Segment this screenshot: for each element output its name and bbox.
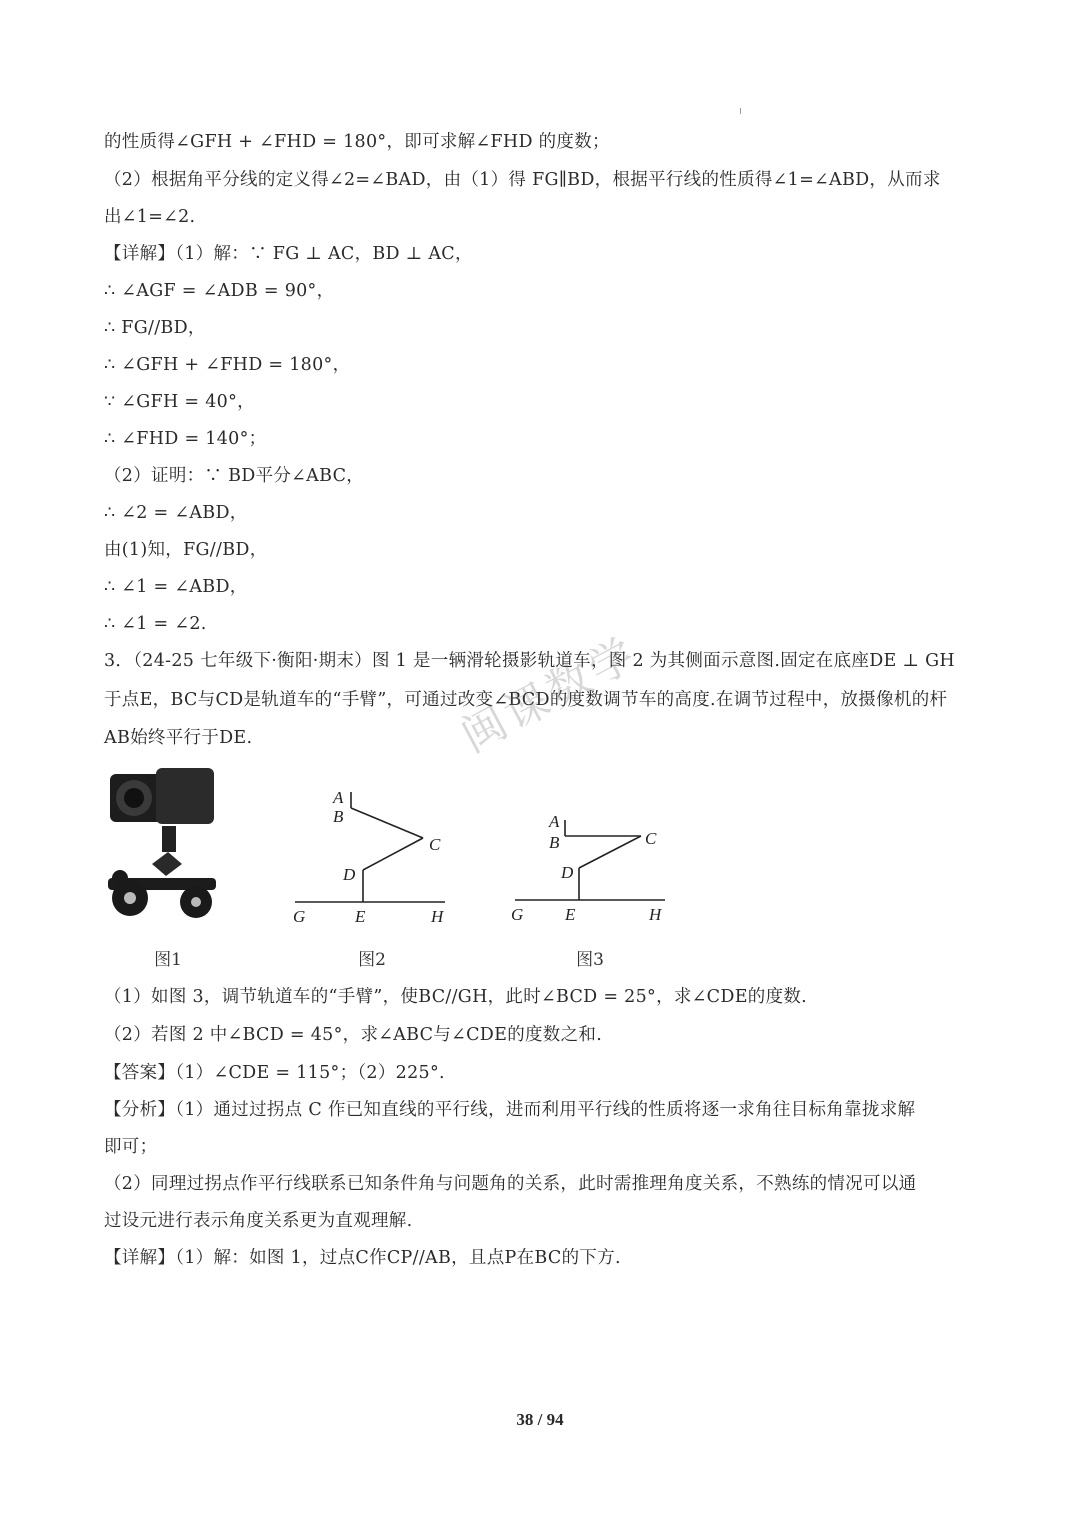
analysis-line: 【分析】（1）通过过拐点 C 作已知直线的平行线，进而利用平行线的性质将逐一求角往目标角靠拢求解 [104, 1100, 916, 1120]
label-e: E [565, 905, 576, 924]
text-line: （2）证明：∵ BD平分∠ABC， [104, 466, 365, 486]
label-e: E [355, 907, 366, 926]
text-line: 于点E，BC与CD是轨道车的“手臂”，可通过改变∠BCD的度数调节车的高度.在调节过程中，放摄像机的杆 [104, 690, 948, 710]
text-line: （2）同理过拐点作平行线联系已知条件角与问题角的关系，此时需推理角度关系，不熟练的情况可以通 [104, 1174, 917, 1194]
label-a: A [333, 788, 344, 807]
text-line: ∴ ∠2 = ∠ABD， [104, 503, 248, 523]
figure-1-camera-dolly [100, 760, 230, 930]
text-line: （1）如图 3，调节轨道车的“手臂”，使BC//GH，此时∠BCD = 25°，求∠CDE的度数. [104, 987, 808, 1007]
figure-2-diagram [285, 780, 455, 930]
problem-heading: 3．（24-25 七年级下·衡阳·期末）图 1 是一辆滑轮摄影轨道车，图 2 为其侧面示意图.固定在底座DE ⊥ GH [104, 651, 955, 671]
label-h: H [649, 905, 662, 924]
label-g: G [293, 907, 306, 926]
text-line: 出∠1=∠2. [104, 207, 196, 227]
page-number: 38 / 94 [516, 1410, 564, 1429]
text-line: AB始终平行于DE. [104, 728, 253, 748]
label-c: C [429, 835, 441, 854]
text-line: 【详解】（1）解：∵ FG ⊥ AC，BD ⊥ AC， [104, 244, 473, 264]
text-line: ∴ ∠FHD = 140°； [104, 429, 267, 449]
text-line: ∴ ∠AGF = ∠ADB = 90°， [104, 281, 335, 301]
label-c: C [645, 829, 657, 848]
answer-line: 【答案】（1）∠CDE = 115°；（2）225°. [104, 1063, 445, 1083]
watermark: 闽课数学 [453, 627, 647, 763]
text-line: 由(1)知，FG//BD， [104, 540, 268, 560]
text-line: ∴ FG//BD， [104, 318, 206, 338]
solution-line: 【详解】（1）解：如图 1，过点C作CP//AB，且点P在BC的下方. [104, 1248, 621, 1268]
text-line: 即可； [104, 1137, 158, 1157]
figure-3-caption: 图3 [576, 950, 604, 970]
label-b: B [549, 833, 560, 852]
label-d: D [343, 865, 356, 884]
label-h: H [431, 907, 444, 926]
text-line: （2）根据角平分线的定义得∠2=∠BAD，由（1）得 FG∥BD，根据平行线的性质得∠1=∠ABD，从而求 [104, 170, 941, 190]
text-line: （2）若图 2 中∠BCD = 45°，求∠ABC与∠CDE的度数之和. [104, 1025, 603, 1045]
figure-2-caption: 图2 [358, 950, 386, 970]
figure-1-caption: 图1 [154, 950, 182, 970]
scan-mark [740, 108, 741, 114]
label-b: B [333, 807, 344, 826]
text-line: ∴ ∠1 = ∠ABD， [104, 577, 248, 597]
text-line: ∴ ∠GFH + ∠FHD = 180°， [104, 355, 351, 375]
label-d: D [561, 863, 574, 882]
label-a: A [549, 812, 560, 831]
text-line: 的性质得∠GFH + ∠FHD = 180°，即可求解∠FHD 的度数； [104, 132, 610, 152]
text-line: ∵ ∠GFH = 40°， [104, 392, 255, 412]
label-g: G [511, 905, 524, 924]
figure-3-diagram [505, 800, 675, 930]
text-line: 过设元进行表示角度关系更为直观理解. [104, 1211, 413, 1231]
text-line: ∴ ∠1 = ∠2. [104, 614, 207, 634]
